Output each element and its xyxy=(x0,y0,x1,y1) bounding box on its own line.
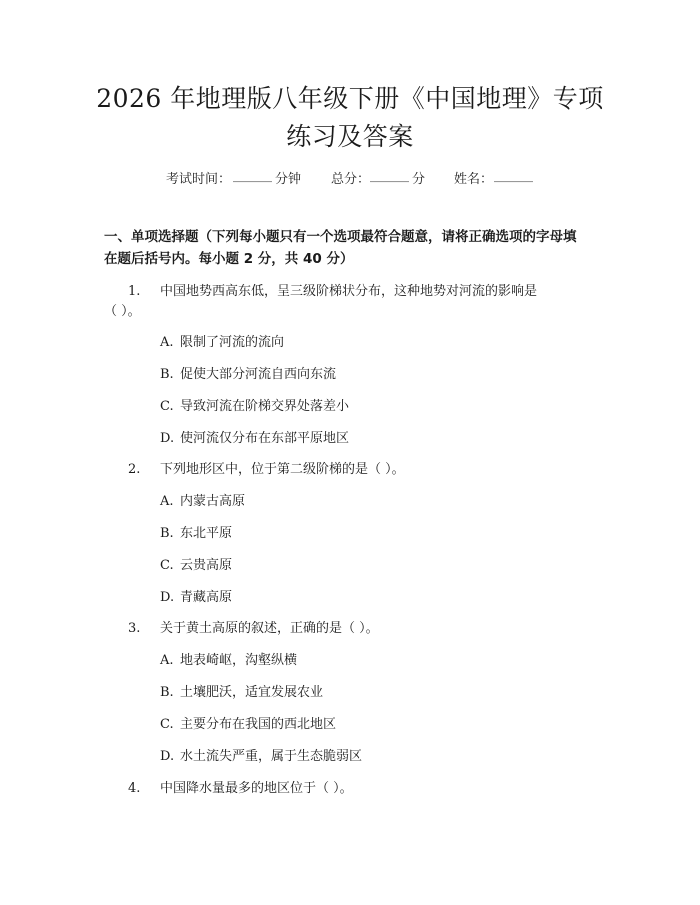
option-letter: B. xyxy=(160,685,174,700)
option-letter: A. xyxy=(160,335,174,350)
option-text: 内蒙古高原 xyxy=(180,494,246,509)
exam-time-label: 考试时间： xyxy=(166,172,232,187)
option-text: 东北平原 xyxy=(180,526,233,541)
option-letter: C. xyxy=(160,399,174,414)
option-text: 导致河流在阶梯交界处落差小 xyxy=(180,399,350,414)
option-text: 土壤肥沃，适宜发展农业 xyxy=(180,685,324,700)
question-number: 2. xyxy=(128,462,141,477)
student-name-label: 姓名： xyxy=(454,172,494,187)
option-letter: C. xyxy=(160,717,174,732)
option-letter: D. xyxy=(160,749,175,764)
question-number: 3. xyxy=(128,621,141,636)
document-title-line-2: 练习及答案 xyxy=(286,122,414,151)
option-letter: D. xyxy=(160,590,175,605)
option-letter: D. xyxy=(160,431,175,446)
document-title-line-1: 2026 年地理版八年级下册《中国地理》专项 xyxy=(96,84,604,113)
option-text: 使河流仅分布在东部平原地区 xyxy=(180,431,350,446)
question-number: 1. xyxy=(128,284,141,299)
total-score-label: 总分： xyxy=(331,172,371,187)
option-text: 水土流失严重，属于生态脆弱区 xyxy=(180,749,363,764)
section-header-line-2: 在题后括号内。每小题 2 分，共 40 分） xyxy=(104,251,354,267)
option-text: 促使大部分河流自西向东流 xyxy=(180,367,337,382)
exam-time-blank: ______ xyxy=(233,168,272,183)
question-text-continued: （ ）。 xyxy=(104,304,141,319)
section-header-line-1: 一、单项选择题（下列每小题只有一个选项最符合题意，请将正确选项的字母填 xyxy=(104,229,577,245)
question-text: 中国降水量最多的地区位于（ ）。 xyxy=(160,781,353,796)
total-score-blank: ______ xyxy=(370,168,409,183)
option-letter: A. xyxy=(160,494,174,509)
option-text: 云贵高原 xyxy=(180,558,233,573)
question-text: 下列地形区中，位于第二级阶梯的是（ ）。 xyxy=(160,462,405,477)
exam-time-unit: 分钟 xyxy=(275,172,302,187)
option-text: 青藏高原 xyxy=(180,590,233,605)
question-text: 关于黄土高原的叙述，正确的是（ ）。 xyxy=(160,621,379,636)
option-text: 主要分布在我国的西北地区 xyxy=(180,717,337,732)
option-letter: A. xyxy=(160,653,174,668)
option-text: 限制了河流的流向 xyxy=(180,335,285,350)
question-number: 4. xyxy=(128,781,141,796)
option-letter: B. xyxy=(160,367,174,382)
total-score-unit: 分 xyxy=(412,172,426,187)
option-letter: C. xyxy=(160,558,174,573)
student-name-blank: ______ xyxy=(494,168,533,183)
option-letter: B. xyxy=(160,526,174,541)
option-text: 地表崎岖，沟壑纵横 xyxy=(180,653,298,668)
question-text: 中国地势西高东低，呈三级阶梯状分布，这种地势对河流的影响是 xyxy=(160,284,538,299)
